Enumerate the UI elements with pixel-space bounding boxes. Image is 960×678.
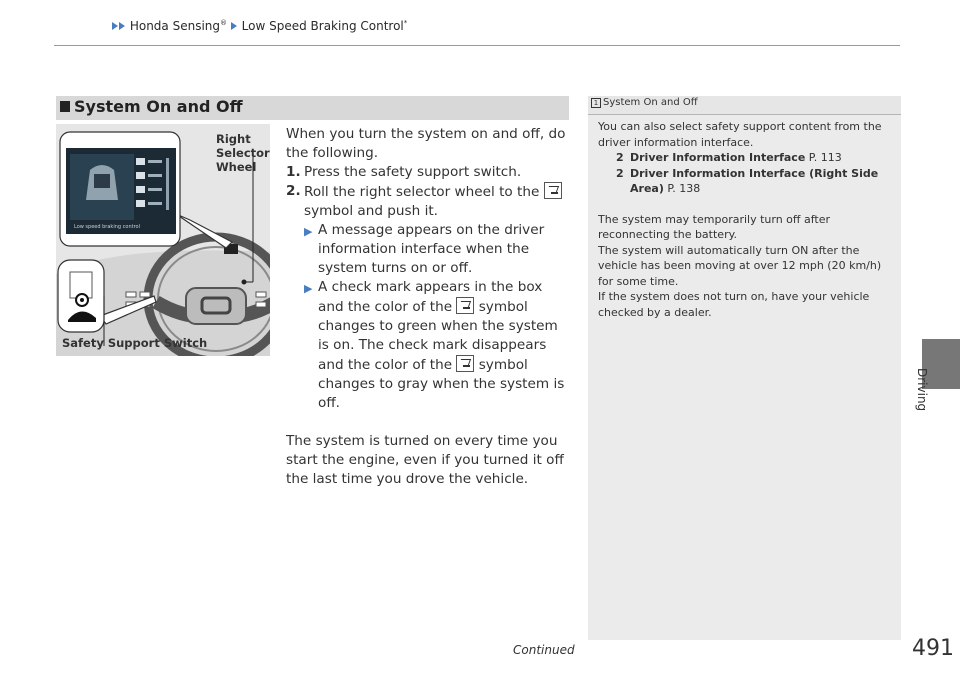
step-text	[304, 182, 572, 221]
result-text-part: symbol changes to gray when the system is off.	[318, 357, 565, 411]
reference-arrow-icon: 2	[616, 151, 624, 164]
cross-reference-right-side-area[interactable]	[598, 166, 894, 197]
result-2	[286, 278, 572, 413]
breadcrumb	[112, 19, 407, 33]
intro-paragraph: When you turn the system on and off, do the following.	[286, 126, 566, 161]
note-paragraph: If the system does not turn on, have your vehicle checked by a dealer.	[598, 290, 870, 319]
safety-support-symbol-icon	[456, 297, 474, 314]
notes-body	[598, 119, 894, 320]
note-paragraph: The system may temporarily turn off after reconnecting the battery.	[598, 212, 831, 241]
notes-title-text: System On and Off	[603, 97, 698, 108]
callout-safety-support-switch: Safety Support Switch	[62, 336, 208, 350]
result-arrow-icon: ▶	[304, 225, 313, 238]
result-text	[318, 278, 572, 413]
xref-page: P. 138	[667, 182, 701, 195]
square-bullet-icon	[60, 101, 70, 112]
xref-text	[630, 150, 842, 166]
step-1	[286, 163, 572, 182]
dashboard-illustration	[56, 124, 270, 356]
note-icon: 1	[591, 98, 601, 108]
result-1	[286, 221, 572, 278]
note-paragraph: You can also select safety support content from the driver information interface.	[598, 120, 882, 149]
step-text: Press the safety support switch.	[304, 164, 522, 180]
instructions-body	[286, 125, 572, 489]
breadcrumb-item-honda-sensing[interactable]: Honda Sensing	[129, 19, 220, 33]
step-number: 1.	[286, 164, 301, 180]
continued-label: Continued	[513, 643, 575, 657]
arrow-icon	[231, 22, 237, 30]
result-text: A message appears on the driver information interface when the system turns on or off.	[318, 222, 545, 276]
reference-arrow-icon: 2	[616, 166, 624, 180]
step-number: 2.	[286, 183, 301, 199]
callout-right-selector-wheel: Right Selector Wheel	[216, 132, 270, 174]
step-text-part: symbol and push it.	[304, 203, 438, 219]
safety-support-symbol-icon	[456, 355, 474, 372]
cross-reference-driver-info[interactable]	[598, 150, 894, 166]
page-number: 491	[912, 636, 954, 661]
arrow-icon	[119, 22, 125, 30]
notes-title	[591, 97, 698, 108]
chapter-label: Driving	[915, 368, 929, 412]
step-2	[286, 182, 572, 221]
registered-mark: ®	[220, 19, 227, 27]
arrow-icon	[112, 22, 118, 30]
result-arrow-icon: ▶	[304, 282, 313, 295]
svg-text:Low speed braking control: Low speed braking control	[74, 224, 140, 230]
outro-paragraph: The system is turned on every time you start the engine, even if you turned it off the last time you drove the vehicle.	[286, 433, 564, 487]
step-text-part: Roll the right selector wheel to the	[304, 184, 540, 200]
breadcrumb-item-low-speed-braking[interactable]: Low Speed Braking Control	[241, 19, 404, 33]
result-text-part: symbol changes to green when the system is on. The check mark disappears and the color of the	[318, 299, 558, 373]
note-paragraph: The system will automatically turn ON after the vehicle has been moving at over 12 mph (20 km/h) for some time.	[598, 243, 882, 288]
header-divider	[54, 45, 900, 46]
xref-label: Driver Information Interface	[630, 151, 806, 164]
xref-text	[630, 166, 894, 197]
page-header	[0, 0, 960, 48]
xref-page: P. 113	[808, 151, 842, 164]
section-title	[60, 97, 243, 116]
xref-label: Driver Information Interface (Right Side Area)	[630, 166, 879, 195]
optional-mark: *	[403, 19, 408, 27]
result-text-part: A check mark appears in the box and the color of the	[318, 279, 543, 315]
section-title-text: System On and Off	[74, 97, 243, 116]
safety-support-symbol-icon	[544, 182, 562, 199]
